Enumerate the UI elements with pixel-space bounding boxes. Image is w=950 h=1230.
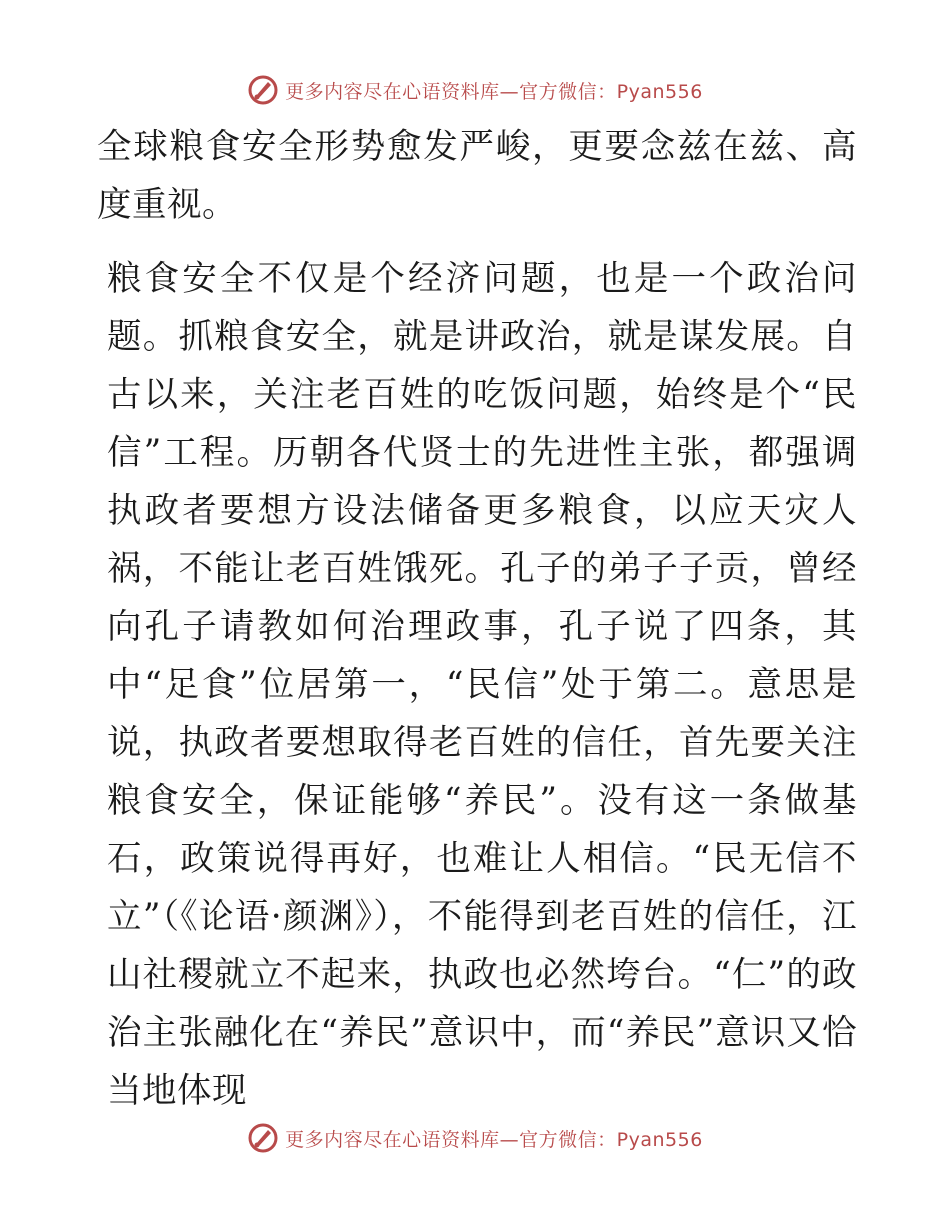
watermark-footer: [0, 1118, 950, 1158]
paragraph: 粮食安全不仅是个经济问题，也是一个政治问题。抓粮食安全，就是讲政治，就是谋发展。自古以来，关注老百姓的吃饭问题，始终是个“民信”工程。历朝各代贤士的先进性主张，都强调执政者要想方设法储备更多粮食，以应天灾人祸，不能让老百姓饿死。孔子的弟子子贡，曾经向孔子请教如何治理政事，孔子说了四条，其中“足食”位居第一，“民信”处于第二。意思是说，执政者要想取得老百姓的信任，首先要关注粮食安全，保证能够“养民”。没有这一条做基石，政策说得再好，也难让人相信。“民无信不立”（《论语·颜渊》），不能得到老百姓的信任，江山社稷就立不起来，执政也必然垮台。“仁”的政治主张融化在“养民”意识中，而“养民”意识又恰当地体现: [107, 259, 857, 1111]
watermark-header: [0, 70, 950, 110]
brush-circle-logo: [247, 74, 279, 106]
watermark-text: 更多内容尽在心语资料库—官方微信：Pyan556: [285, 80, 703, 103]
paragraph: 全球粮食安全形势愈发严峻，更要念兹在兹、高度重视。: [97, 127, 857, 225]
article-body: [97, 118, 857, 1120]
watermark-text: 更多内容尽在心语资料库—官方微信：Pyan556: [285, 1128, 703, 1151]
brush-circle-logo: [247, 1122, 279, 1154]
